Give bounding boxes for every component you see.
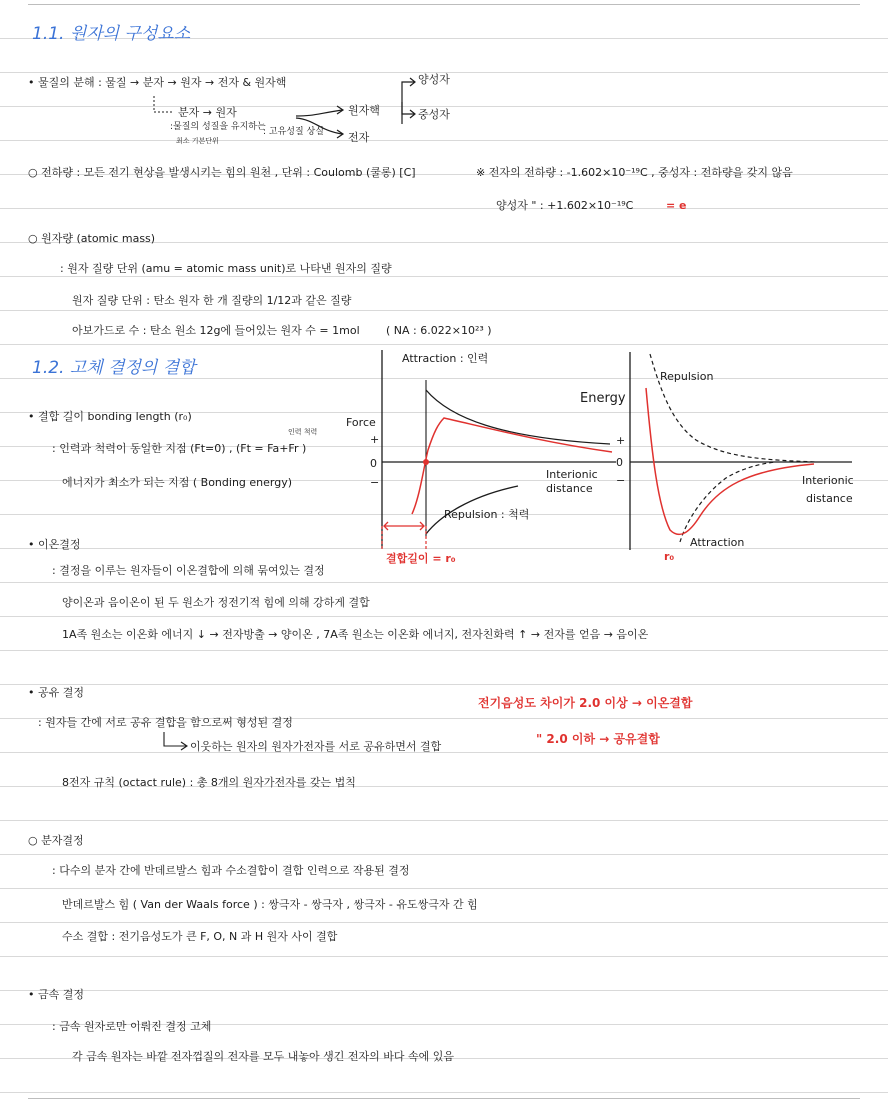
molecular-line-2: 반데르발스 힘 ( Van der Waals force ) : 쌍극자 - 쌍극자 , 쌍극자 - 유도쌍극자 간 힘 — [62, 898, 478, 911]
force-zero: 0 — [370, 457, 377, 470]
nucleus-branch-arrows — [378, 72, 418, 128]
bond-length-line-1: : 인력과 척력이 동일한 지점 (Ft=0) , (Ft = Fa+Fr ) — [52, 442, 307, 455]
atomic-mass-title: ○ 원자량 (atomic mass) — [28, 232, 156, 245]
elementary-charge: = e — [666, 199, 687, 212]
ionic-line-1: : 결정을 이루는 원자들이 이온결합에 의해 묶여있는 결정 — [52, 564, 325, 577]
attraction-label: Attraction : 인력 — [402, 352, 489, 365]
decomposition-line: • 물질의 분해 : 물질 → 분자 → 원자 → 전자 & 원자핵 — [28, 76, 287, 89]
atomic-mass-line-1: : 원자 질량 단위 (amu = atomic mass unit)로 나타낸 원자의 질량 — [60, 262, 392, 275]
covalent-line-1: : 원자들 간에 서로 공유 결합을 함으로써 형성된 결정 — [38, 716, 293, 729]
ionic-line-3: 1A족 원소는 이온화 에너지 ↓ → 전자방출 → 양이온 , 7A족 원소는 이온화 에너지, 전자친화력 ↑ → 전자를 얻음 → 음이온 — [62, 628, 649, 641]
atomic-mass-line-2: 원자 질량 단위 : 탄소 원자 한 개 질량의 1/12과 같은 질량 — [72, 294, 352, 307]
force-minus: − — [370, 476, 380, 489]
bond-length-label: 결합길이 = r₀ — [386, 552, 456, 565]
energy-repulsion-label: Repulsion — [660, 370, 714, 383]
attraction-energy-curve — [680, 462, 776, 542]
proton-label: 양성자 — [418, 73, 450, 86]
bond-length-line-2: 에너지가 최소가 되는 지점 ( Bonding energy) — [62, 476, 293, 489]
octet-rule-line: 8전자 규칙 (octact rule) : 총 8개의 원자가전자를 갖는 법칙 — [62, 776, 356, 789]
nucleus-label: 원자핵 — [348, 104, 380, 117]
repulsion-label: Repulsion : 척력 — [444, 508, 530, 521]
ionic-crystal-title: • 이온결정 — [28, 538, 81, 551]
covalent-crystal-title: • 공유 결정 — [28, 686, 84, 699]
force-label: Force — [346, 416, 376, 429]
top-divider — [28, 4, 860, 5]
energy-minus: − — [616, 474, 626, 487]
molecule-atom-line: 분자 → 원자 — [178, 106, 237, 119]
electron-charge: ※ 전자의 전하량 : -1.602×10⁻¹⁹C , 중성자 : 전하량을 갖지 않음 — [476, 166, 793, 179]
avogadro-constant: ( NA : 6.022×10²³ ) — [386, 324, 492, 337]
molecular-crystal-title: ○ 분자결정 — [28, 834, 84, 847]
equilibrium-point — [423, 459, 429, 465]
section-heading-1-2: 1.2. 고체 결정의 결합 — [32, 358, 196, 378]
bond-length-arrow — [384, 522, 424, 530]
force-interionic-label: Interionic — [546, 468, 598, 481]
section-heading-1-1: 1.1. 원자의 구성요소 — [32, 24, 191, 44]
electron-label: 전자 — [348, 131, 370, 144]
force-plus: + — [370, 433, 380, 446]
energy-plus: + — [616, 434, 626, 447]
molecular-line-3: 수소 결합 : 전기음성도가 큰 F, O, N 과 H 원자 사이 결합 — [62, 930, 338, 943]
metallic-line-2: 각 금속 원자는 바깥 전자껍질의 전자를 모두 내놓아 생긴 전자의 바다 속에 있음 — [72, 1050, 454, 1063]
energy-interionic-label: Interionic — [802, 474, 854, 487]
charge-definition: ○ 전하량 : 모든 전기 현상을 발생시키는 힘의 원천 , 단위 : Coulomb (쿨롱) [C] — [28, 166, 416, 179]
covalent-line-2: 이웃하는 원자의 원자가전자를 서로 공유하면서 결합 — [190, 740, 442, 753]
metallic-line-1: : 금속 원자로만 이뤄진 결정 고체 — [52, 1020, 212, 1033]
molecule-note-1: :물질의 성질을 유지하는 — [170, 122, 266, 132]
bottom-divider — [28, 1098, 860, 1099]
dotted-connector — [150, 94, 174, 120]
energy-distance-label: distance — [806, 492, 853, 505]
energy-distance-chart — [576, 346, 858, 580]
atom-note: : 고유성질 상실 — [263, 127, 324, 137]
energy-zero: 0 — [616, 456, 623, 469]
energy-r0-label: r₀ — [664, 550, 675, 563]
bond-length-title: • 결합 길이 bonding length (r₀) — [28, 410, 192, 423]
energy-attraction-label: Attraction — [690, 536, 745, 549]
molecule-note-2: 최소 기본단위 — [176, 137, 219, 145]
ionic-line-2: 양이온과 음이온이 된 두 원소가 정전기적 힘에 의해 강하게 결합 — [62, 596, 370, 609]
energy-label: Energy — [580, 391, 626, 406]
force-distance-label: distance — [546, 482, 593, 495]
bond-force-note: 인력 척력 — [288, 428, 318, 436]
electronegativity-covalent-note: " 2.0 이하 → 공유결합 — [536, 732, 660, 746]
electronegativity-ionic-note: 전기음성도 차이가 2.0 이상 → 이온결합 — [478, 696, 693, 710]
proton-charge: 양성자 " : +1.602×10⁻¹⁹C — [496, 199, 634, 212]
avogadro-line: 아보가드로 수 : 탄소 원소 12g에 들어있는 원자 수 = 1mol — [72, 324, 360, 337]
metallic-crystal-title: • 금속 결정 — [28, 988, 84, 1001]
neutron-label: 중성자 — [418, 108, 450, 121]
covalent-arrow — [160, 730, 190, 754]
molecular-line-1: : 다수의 분자 간에 반데르발스 힘과 수소결합이 결합 인력으로 작용된 결정 — [52, 864, 410, 877]
